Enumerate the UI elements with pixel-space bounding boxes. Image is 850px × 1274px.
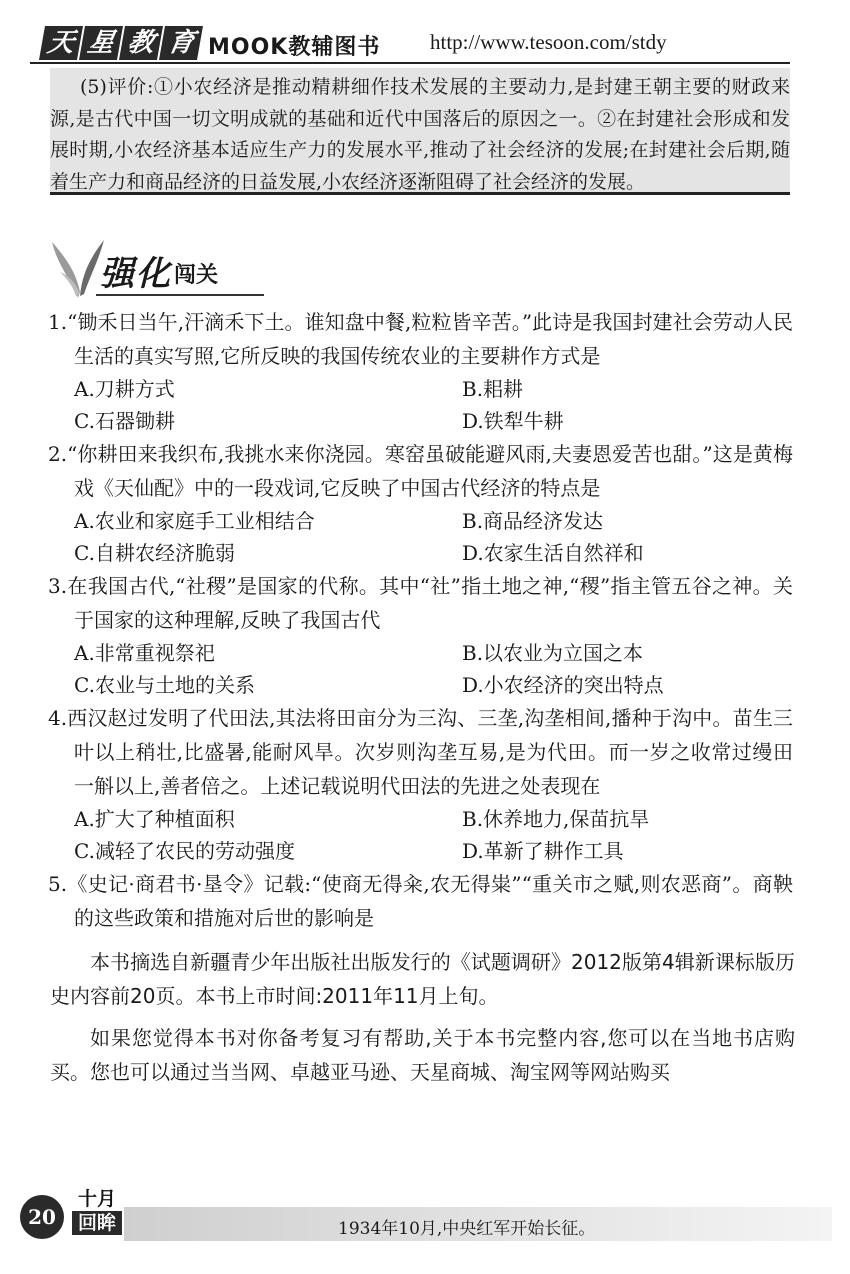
note-paragraph: 本书摘选自新疆青少年出版社出版发行的《试题调研》2012版第4辑新课标版历史内容前20页。本书上市时间:2011年11月上旬。	[50, 950, 795, 1008]
review-label: 回眸	[72, 1211, 122, 1235]
section-title: 强化	[100, 254, 172, 294]
option-c: C.石器锄耕	[74, 409, 175, 433]
option-b: B.商品经济发达	[462, 509, 604, 533]
question-stem: 3.在我国古代,“社稷”是国家的代称。其中“社”指土地之神,“稷”指主管五谷之神。关于国家的这种理解,反映了我国古代	[48, 574, 793, 632]
option-grid	[48, 373, 793, 437]
section-heading	[48, 232, 268, 302]
question-stem: 1.“锄禾日当午,汗滴禾下土。谁知盘中餐,粒粒皆辛苦。”此诗是我国封建社会劳动人民生活的真实写照,它所反映的我国传统农业的主要耕作方式是	[48, 310, 793, 368]
header-rule	[30, 62, 790, 64]
option-c: C.减轻了农民的劳动强度	[74, 839, 295, 863]
month-label: 十月	[77, 1188, 116, 1210]
option-d: D.铁犁牛耕	[462, 409, 564, 433]
summary-box	[50, 68, 790, 195]
header-url: http://www.tesoon.com/stdy	[430, 30, 667, 54]
option-b: B.以农业为立国之本	[462, 641, 644, 665]
question-4	[48, 701, 793, 867]
history-fact: 1934年10月,中央红军开始长征。	[338, 1219, 596, 1239]
page-footer	[0, 1185, 850, 1245]
brand-char: 星	[79, 26, 123, 60]
question-stem: 4.西汉赵过发明了代田法,其法将田亩分为三沟、三垄,沟垄相间,播种于沟中。苗生三叶以上稍壮,比盛暑,能耐风旱。次岁则沟垄互易,是为代田。而一岁之收常过缦田一斛以上,善者倍之。上述记载说明代田法的先进之处表现在	[48, 706, 793, 798]
question-2	[48, 437, 793, 569]
brand-char: 教	[119, 26, 163, 60]
question-3	[48, 569, 793, 701]
option-d: D.小农经济的突出特点	[462, 673, 664, 697]
series-name: MOOK教辅图书	[208, 35, 381, 60]
brand-char: 天	[39, 26, 83, 60]
section-underline	[96, 294, 264, 296]
month-badge	[72, 1187, 122, 1235]
option-grid	[48, 637, 793, 701]
option-a: A.刀耕方式	[74, 377, 175, 401]
page-header	[30, 26, 790, 66]
option-a: A.扩大了种植面积	[74, 807, 235, 831]
option-c: C.农业与土地的关系	[74, 673, 255, 697]
question-stem: 5.《史记·商君书·垦令》记载:“使商无得籴,农无得粜”“重关市之赋,则农恶商”。商鞅的这些政策和措施对后世的影响是	[48, 872, 793, 930]
question-5	[48, 867, 793, 935]
note-paragraph: 如果您觉得本书对你备考复习有帮助,关于本书完整内容,您可以在当地书店购买。您也可以通过当当网、卓越亚马逊、天星商城、淘宝网等网站购买	[50, 1026, 795, 1084]
brand-logo	[42, 26, 202, 60]
question-1	[48, 305, 793, 437]
option-d: D.农家生活自然祥和	[462, 541, 644, 565]
brand-char: 育	[159, 26, 203, 60]
option-c: C.自耕农经济脆弱	[74, 541, 235, 565]
option-grid	[48, 803, 793, 867]
summary-text: (5)评价:①小农经济是推动精耕细作技术发展的主要动力,是封建王朝主要的财政来源,是古代中国一切文明成就的基础和近代中国落后的原因之一。②在封建社会形成和发展时期,小农经济基本适应生产力的发展水平,推动了社会经济的发展;在封建社会后期,随着生产力和商品经济的日益发展,小农经济逐渐阻碍了社会经济的发展。	[50, 76, 790, 193]
option-b: B.耜耕	[462, 377, 524, 401]
leaf-icon	[48, 232, 108, 302]
section-subtitle: 闯关	[174, 262, 219, 288]
publisher-note	[50, 945, 795, 1097]
option-d: D.革新了耕作工具	[462, 839, 624, 863]
page-number: 20	[20, 1195, 64, 1239]
option-grid	[48, 505, 793, 569]
option-a: A.农业和家庭手工业相结合	[74, 509, 315, 533]
option-b: B.休养地力,保苗抗旱	[462, 807, 650, 831]
question-list	[48, 305, 793, 935]
option-a: A.非常重视祭祀	[74, 641, 215, 665]
question-stem: 2.“你耕田来我织布,我挑水来你浇园。寒窑虽破能避风雨,夫妻恩爱苦也甜。”这是黄梅戏《天仙配》中的一段戏词,它反映了中国古代经济的特点是	[48, 442, 793, 500]
